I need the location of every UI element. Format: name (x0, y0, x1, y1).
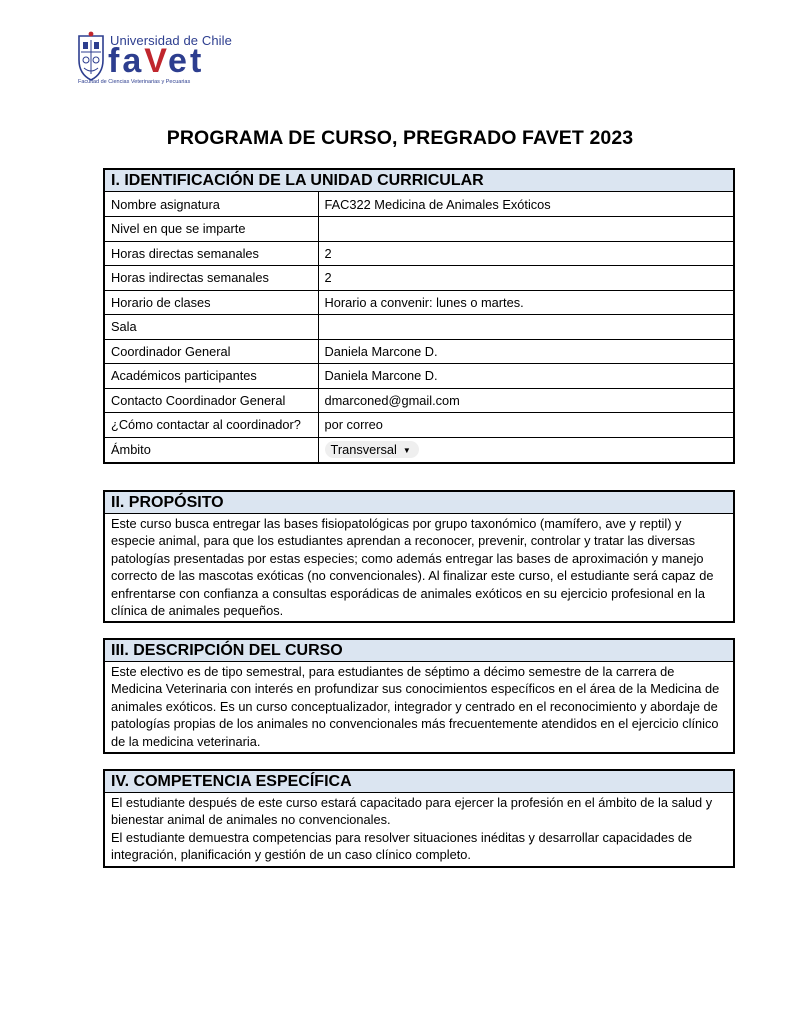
row-value: Daniela Marcone D. (318, 339, 733, 364)
brand-v: V (144, 42, 169, 80)
university-name: Universidad de Chile (110, 33, 232, 48)
brand-prefix: fa (108, 42, 145, 80)
row-label: Coordinador General (105, 339, 318, 364)
competencia-para-2: El estudiante demuestra competencias para resolver situaciones inéditas y desarrollar capacidades de integración, planificación y gestión de un caso clínico completo. (111, 829, 693, 863)
section-body (105, 793, 733, 866)
row-label: Académicos participantes (105, 364, 318, 389)
page-title: PROGRAMA DE CURSO, PREGRADO FAVET 2023 (166, 127, 634, 149)
row-value: Daniela Marcone D. (318, 364, 733, 389)
table-row (105, 413, 733, 438)
row-value (318, 217, 733, 242)
section-body (105, 514, 733, 621)
row-label: ¿Cómo contactar al coordinador? (105, 413, 318, 438)
proposito-text: Este curso busca entregar las bases fisiopatológicas por grupo taxonómico (mamífero, ave y reptil) y especie animal, para que los estudiantes aprendan a reconocer, prevenir, controlar y tratar las diversas patologías presentadas por estas especies; como además entregar las bases de aproximación y manejo correcto de las mascotas exóticas (no convencionales). Al finalizar este curso, el estudiante será capaz de enfrentarse con confianza a consultas esporádicas de animales exóticos en su ejercicio profesional en la clínica de animales pequeños. (111, 516, 714, 619)
caret-down-icon: ▼ (402, 446, 411, 456)
section-heading: III. DESCRIPCIÓN DEL CURSO (105, 640, 733, 662)
table-row (105, 290, 733, 315)
table-row (105, 217, 733, 242)
brand-suffix: et (168, 42, 205, 80)
row-value: 2 (318, 266, 733, 291)
contact-email: dmarconed@gmail.com (318, 388, 733, 413)
table-row (105, 364, 733, 389)
section-proposito (103, 490, 735, 623)
university-seal-icon (76, 30, 106, 82)
row-value (318, 437, 733, 462)
identification-table (105, 192, 733, 462)
row-label: Horario de clases (105, 290, 318, 315)
row-label: Horas indirectas semanales (105, 266, 318, 291)
competencia-para-1: El estudiante después de este curso estará capacitado para ejercer la profesión en el ámbito de la salud y bienestar animal de animales no convencionales. (111, 795, 713, 828)
faculty-logo (76, 28, 236, 88)
ambito-selected-value: Transversal (330, 442, 397, 457)
row-label: Nombre asignatura (105, 192, 318, 217)
table-row (105, 315, 733, 340)
row-value: Horario a convenir: lunes o martes. (318, 290, 733, 315)
section-descripcion (103, 638, 735, 754)
table-row (105, 266, 733, 291)
brand-wordmark (108, 43, 204, 79)
row-value: 2 (318, 241, 733, 266)
row-label: Contacto Coordinador General (105, 388, 318, 413)
section-heading: II. PROPÓSITO (105, 492, 733, 514)
table-row (105, 388, 733, 413)
section-body (105, 662, 733, 752)
table-row (105, 241, 733, 266)
faculty-name: Facultad de Ciencias Veterinarias y Pecuarias (78, 79, 191, 85)
descripcion-text: Este electivo es de tipo semestral, para estudiantes de séptimo a décimo semestre de la carrera de Medicina Veterinaria con interés en profundizar sus conocimientos específicos en el área de la Medicina de animales exóticos. Es un curso conceptualizador, integrador y centrado en el reconocimiento y abordaje de patologías propias de los animales no convencionales más frecuentemente atendidos en el ejercicio clínico de la medicina veterinaria. (111, 664, 720, 749)
row-label: Sala (105, 315, 318, 340)
row-value: FAC322 Medicina de Animales Exóticos (324, 196, 551, 212)
row-label: Nivel en que se imparte (105, 217, 318, 242)
row-label: Horas directas semanales (105, 241, 318, 266)
section-heading: I. IDENTIFICACIÓN DE LA UNIDAD CURRICULAR (105, 170, 733, 192)
section-competencia (103, 769, 735, 868)
table-row (105, 437, 733, 462)
ambito-dropdown[interactable] (325, 441, 419, 458)
section-heading: IV. COMPETENCIA ESPECÍFICA (105, 771, 733, 793)
table-row (105, 192, 733, 217)
table-row (105, 339, 733, 364)
row-value (318, 315, 733, 340)
row-value: por correo (318, 413, 733, 438)
section-identification (103, 168, 735, 464)
row-label: Ámbito (105, 437, 318, 462)
